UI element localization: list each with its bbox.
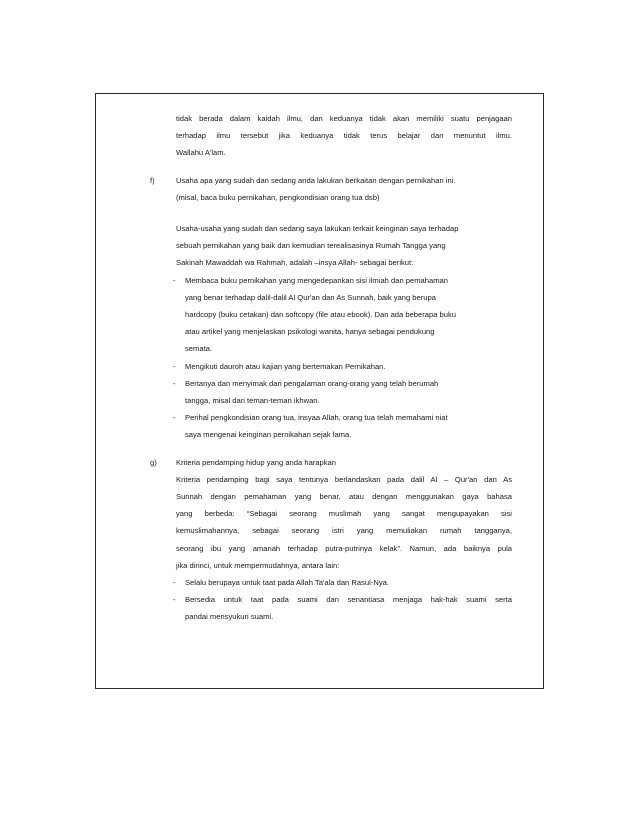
bullet-dash: - <box>173 378 176 388</box>
bullet-dash: - <box>173 275 176 285</box>
section-g-answer-line: kemuslimahannya, sebagai seorang istri yang memuliakan rumah tangganya, <box>176 526 512 536</box>
section-g-answer-line: Sunnah dengan pemahaman yang benar, atau dengan menggunakan gaya bahasa <box>176 492 512 502</box>
list-item <box>173 591 512 625</box>
section-f-answer-line: Usaha-usaha yang sudah dan sedang saya lakukan terkait keinginan saya terhadap <box>176 224 459 234</box>
list-item-line: hardcopy (buku cetakan) dan softcopy (file atau ebook). Dan ada beberapa buku <box>185 310 457 320</box>
list-item-line: tangga, misal dari teman-teman ikhwan. <box>185 396 320 406</box>
bullet-dash: - <box>173 595 176 605</box>
section-g-answer-line: yang berbeda: “Sebagai seorang muslimah yang sangat mengupayakan sisi <box>176 509 512 519</box>
section-g-answer-line: Kriteria pendamping bagi saya tentunya berlandaskan pada dalil Al – Qur'an dan As <box>176 474 512 484</box>
section-g-heading: Kriteria pendamping hidup yang anda harapkan <box>176 457 337 467</box>
intro-paragraph <box>176 110 512 162</box>
list-item-line: pandai mensyukuri suami. <box>185 612 274 622</box>
document-body <box>150 110 512 626</box>
list-item-line: yang benar terhadap dalil-dalil Al Qur'an dan As Sunnah, baik yang berupa <box>185 292 436 302</box>
section-g-bullet-list <box>173 574 512 626</box>
section-g-answer-line: seorang ibu yang amanah terhadap putra-putrinya kelak”. Namun, ada baiknya pula <box>176 543 512 553</box>
section-f-answer-line: Sakinah Mawaddah wa Rahmah, adalah –insya Allah- sebagai berikut: <box>176 258 414 268</box>
list-item <box>173 375 512 409</box>
list-item <box>173 574 512 591</box>
list-item <box>173 358 512 375</box>
list-item-line: Membaca buku pernikahan yang mengedepankan sisi ilmiah dan pemahaman <box>185 275 448 285</box>
section-f-bullet-list <box>173 272 512 444</box>
list-item-line: saya mengenai keinginan pernikahan sejak lama. <box>185 430 352 440</box>
list-item-line: atau artikel yang menjelaskan psikologi wanita, hanya sebagai pendukung <box>185 327 435 337</box>
list-item-line: Selalu berupaya untuk taat pada Allah Ta'ala dan Rasul-Nya. <box>185 578 389 588</box>
list-item-line: Perihal pengkondisian orang tua, insyaa Allah, orang tua telah memahami niat <box>185 413 448 423</box>
section-g <box>150 454 512 626</box>
list-item <box>173 409 512 443</box>
list-item-line: semata. <box>185 344 213 354</box>
list-item-line: Mengikuti dauroh atau kajian yang bertemakan Pernikahan. <box>185 361 386 371</box>
section-f-answer-line: sebuah pernikahan yang baik dan kemudian terealisasinya Rumah Tangga yang <box>176 241 446 251</box>
section-g-answer-line: jika dirinci, untuk mempermudahnya, antara lain: <box>176 560 340 570</box>
section-f-question-line: Usaha apa yang sudah dan sedang anda lakukan berkaitan dengan pernikahan ini. <box>176 175 456 185</box>
section-f-question-line: (misal, baca buku pernikahan, pengkondisian orang tua dsb) <box>176 192 380 202</box>
bullet-dash: - <box>173 578 176 588</box>
section-f-marker: f) <box>150 175 155 185</box>
section-g-marker: g) <box>150 457 157 467</box>
intro-line: tidak berada dalam kaidah ilmu, dan keduanya tidak akan memiliki suatu penjagaan <box>176 114 512 123</box>
intro-line: Wallahu A'lam. <box>176 148 226 158</box>
intro-line: terhadap ilmu tersebut jika keduanya tidak terus belajar dan menuntut ilmu. <box>176 131 512 141</box>
list-item-line: Bersedia untuk taat pada suami dan senantiasa menjaga hak-hak suami serta <box>185 595 512 605</box>
bullet-dash: - <box>173 413 176 423</box>
section-f <box>150 172 512 444</box>
list-item <box>173 272 512 358</box>
bullet-dash: - <box>173 361 176 371</box>
list-item-line: Bertanya dan menyimak dari pengalaman orang-orang yang telah berumah <box>185 378 439 388</box>
